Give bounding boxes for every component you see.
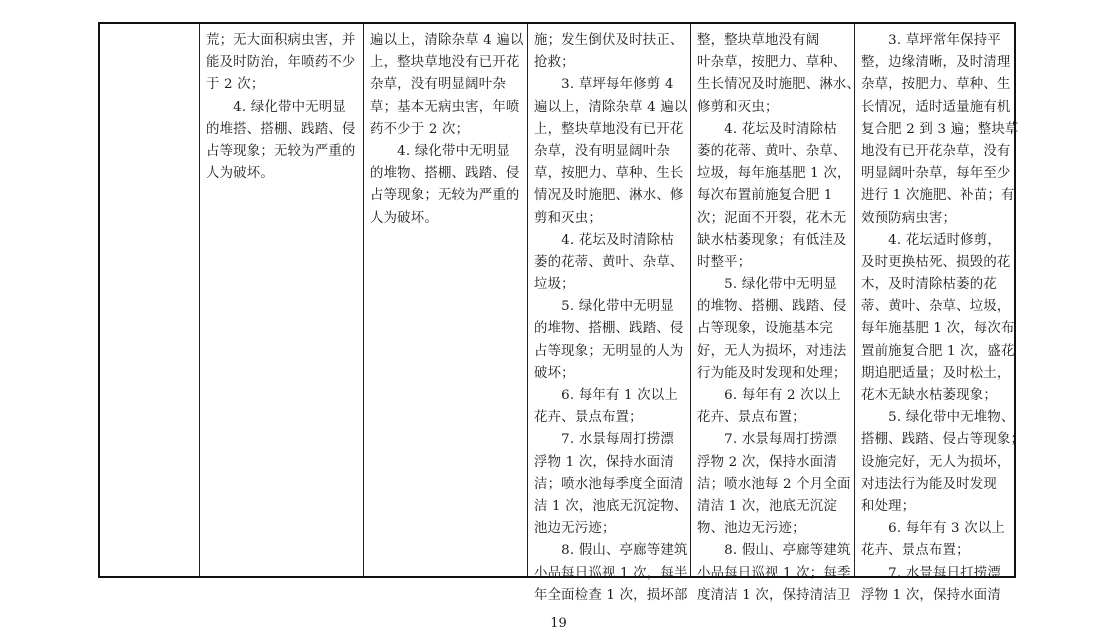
text-line: 杂草，没有明显阔叶杂 — [370, 77, 506, 93]
text-line: 缺水枯萎现象；有低洼及 — [697, 232, 847, 248]
text-line: 浮物 1 次，保持水面清 — [534, 454, 674, 470]
text-line: 洁；喷水池每 2 个月全面 — [697, 476, 851, 492]
text-line: 整，整块草地没有阔 — [697, 33, 820, 48]
text-line: 荒；无大面积病虫害，并 — [206, 33, 356, 48]
text-line: 年全面检查 1 次，损坏部 — [534, 587, 688, 603]
text-line: 4. 花坛适时修剪， — [861, 232, 1001, 248]
text-line: 修剪和灭虫； — [697, 99, 779, 115]
text-line: 5. 绿化带中无堆物、 — [861, 410, 1015, 426]
text-line: 花卉、景点布置； — [861, 543, 970, 559]
text-line: 上，整块草地没有已开花 — [534, 121, 684, 137]
text-line: 4. 绿化带中无明显 — [370, 143, 510, 159]
table-column-1 — [200, 24, 364, 576]
text-line: 的堆物、搭棚、践踏、侵 — [534, 321, 684, 337]
text-line: 长情况，适时适量施有机 — [861, 99, 1011, 115]
text-line: 萎的花蒂、黄叶、杂草、 — [534, 254, 684, 270]
text-line: 进行 1 次施肥、补苗；有 — [861, 188, 1015, 204]
text-line: 池边无污迹； — [534, 521, 616, 537]
text-line: 小品每日巡视 1 次；每季 — [697, 565, 851, 581]
page-number: 19 — [550, 616, 567, 631]
text-line: 占等现象，设施基本完 — [697, 321, 833, 337]
text-line: 设施完好，无人为损坏， — [861, 454, 1011, 470]
text-line: 7. 水景每日打捞漂 — [861, 565, 1001, 581]
text-line: 洁 1 次，池底无沉淀物、 — [534, 498, 688, 514]
text-line: 浮物 2 次，保持水面清 — [697, 454, 837, 470]
text-line: 5. 绿化带中无明显 — [534, 299, 674, 315]
text-line: 占等现象；无较为严重的 — [370, 188, 520, 204]
text-line: 6. 每年有 1 次以上 — [534, 388, 678, 403]
table-column-2 — [364, 24, 528, 576]
text-line: 蒂、黄叶、杂草、垃圾， — [861, 299, 1011, 315]
text-line: 复合肥 2 到 3 遍；整块草 — [861, 121, 1019, 137]
text-line: 垃圾； — [534, 277, 575, 293]
text-line: 施；发生倒伏及时扶正、 — [534, 33, 684, 48]
text-line: 叶杂草，按肥力、草种、 — [697, 55, 847, 71]
text-line: 8. 假山、亭廊等建筑 — [534, 543, 688, 559]
text-line: 的堆物、搭棚、践踏、侵 — [370, 166, 520, 182]
text-line: 情况及时施肥、淋水、修 — [534, 188, 684, 204]
text-line: 的堆物、搭棚、践踏、侵 — [697, 299, 847, 315]
text-line: 上，整块草地没有已开花 — [370, 55, 520, 71]
text-line: 效预防病虫害； — [861, 210, 957, 226]
text-line: 杂草，按肥力、草种、生 — [861, 77, 1011, 93]
text-line: 木，及时清除枯萎的花 — [861, 277, 997, 293]
text-line: 6. 每年有 3 次以上 — [861, 521, 1005, 537]
text-line: 遍以上，清除杂草 4 遍以 — [534, 99, 688, 115]
text-line: 次；泥面不开裂，花木无 — [697, 210, 847, 226]
text-line: 占等现象；无较为严重的 — [206, 143, 356, 159]
text-line: 6. 每年有 2 次以上 — [697, 388, 841, 403]
text-line: 4. 花坛及时清除枯 — [534, 232, 674, 248]
text-line: 4. 绿化带中无明显 — [206, 99, 346, 115]
text-line: 萎的花蒂、黄叶、杂草、 — [697, 143, 847, 159]
text-line: 遍以上，清除杂草 4 遍以 — [370, 33, 524, 48]
text-line: 每次布置前施复合肥 1 — [697, 188, 833, 204]
text-line: 明显阔叶杂草，每年至少 — [861, 166, 1011, 182]
text-line: 生长情况及时施肥、淋水、 — [697, 77, 861, 93]
text-line: 破坏； — [534, 365, 575, 381]
standards-table — [98, 22, 1025, 603]
table-column-5 — [855, 24, 1025, 603]
text-line: 浮物 1 次，保持水面清 — [861, 587, 1001, 603]
text-line: 3. 草坪常年保持平 — [861, 33, 1001, 48]
text-line: 好，无人为损坏，对违法 — [697, 343, 847, 359]
text-line: 剪和灭虫； — [534, 210, 602, 226]
text-line: 人为破坏。 — [206, 166, 274, 182]
text-line: 搭棚、践踏、侵占等现象； — [861, 432, 1025, 448]
text-line: 抢救； — [534, 55, 575, 71]
text-line: 4. 花坛及时清除枯 — [697, 121, 837, 137]
text-line: 药不少于 2 次； — [370, 121, 470, 137]
text-line: 清洁 1 次，池底无沉淀 — [697, 498, 837, 514]
text-line: 于 2 次； — [206, 77, 265, 93]
text-line: 洁；喷水池每季度全面清 — [534, 476, 684, 492]
text-line: 垃圾，每年施基肥 1 次， — [697, 166, 851, 182]
text-line: 度清洁 1 次，保持清洁卫 — [697, 587, 851, 603]
text-line: 每年施基肥 1 次，每次布 — [861, 321, 1015, 337]
text-line: 5. 绿化带中无明显 — [697, 277, 837, 293]
text-line: 3. 草坪每年修剪 4 — [534, 77, 674, 93]
text-line: 占等现象；无明显的人为 — [534, 343, 684, 359]
table-column-0 — [100, 24, 200, 576]
text-line: 草，按肥力、草种、生长 — [534, 166, 684, 182]
text-line: 小品每日巡视 1 次，每半 — [534, 565, 688, 581]
text-line: 能及时防治，年喷药不少 — [206, 55, 356, 71]
text-line: 8. 假山、亭廊等建筑 — [697, 543, 851, 559]
text-line: 7. 水景每周打捞漂 — [534, 432, 674, 448]
text-line: 7. 水景每周打捞漂 — [697, 432, 837, 448]
text-line: 对违法行为能及时发现 — [861, 476, 997, 492]
text-line: 时整平； — [697, 254, 752, 270]
text-line: 和处理； — [861, 498, 916, 514]
text-line: 杂草，没有明显阔叶杂 — [534, 143, 670, 159]
table-column-3 — [528, 24, 691, 603]
text-line: 期追肥适量；及时松土， — [861, 365, 1011, 381]
text-line: 人为破坏。 — [370, 210, 438, 226]
table-column-4 — [691, 24, 861, 603]
text-line: 花卉、景点布置； — [697, 410, 806, 426]
text-line: 行为能及时发现和处理； — [697, 365, 847, 381]
text-line: 草；基本无病虫害，年喷 — [370, 99, 520, 115]
text-line: 地没有已开花杂草，没有 — [861, 143, 1011, 159]
text-line: 整，边缘清晰，及时清理 — [861, 55, 1011, 71]
text-line: 花木无缺水枯萎现象； — [861, 388, 997, 403]
text-line: 物、池边无污迹； — [697, 521, 806, 537]
text-line: 花卉、景点布置； — [534, 410, 643, 426]
text-line: 及时更换枯死、损毁的花 — [861, 254, 1011, 270]
text-line: 置前施复合肥 1 次，盛花 — [861, 343, 1015, 359]
text-line: 的堆搭、搭棚、践踏、侵 — [206, 121, 356, 137]
